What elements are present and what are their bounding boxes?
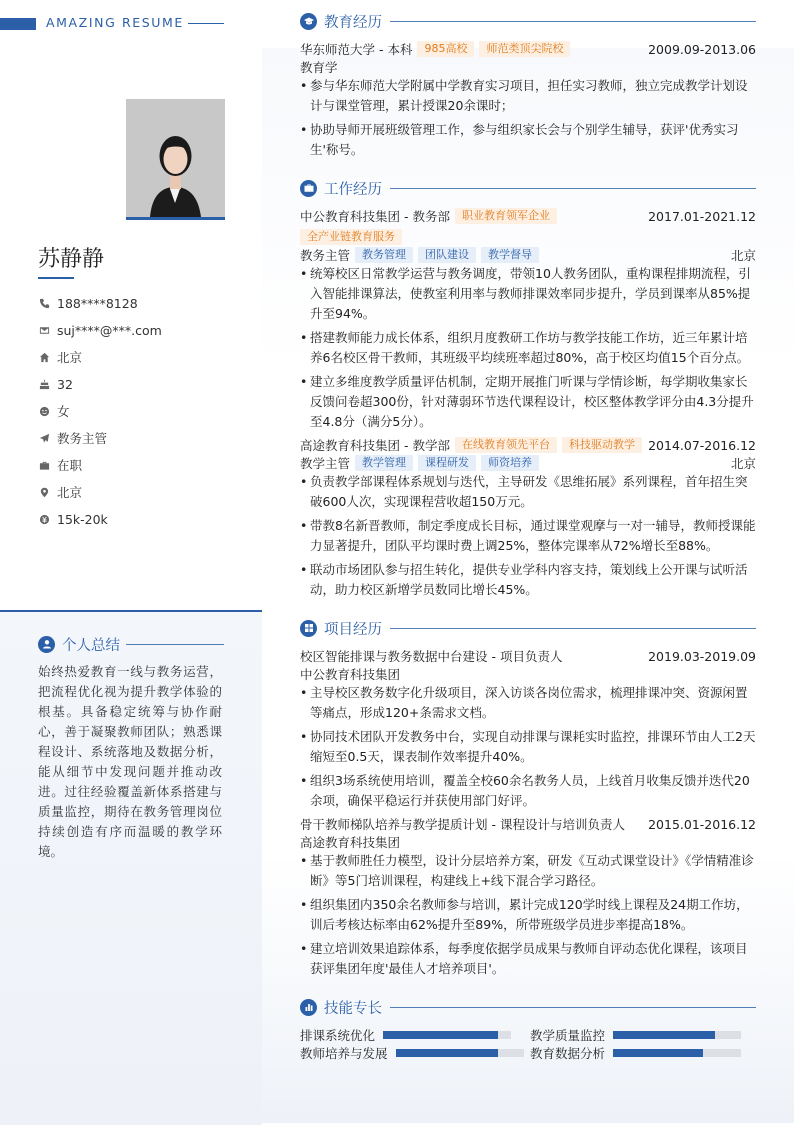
job-company: 中公教育科技集团 - 教务部 [300,209,450,224]
job-date: 2014.07-2016.12 [648,437,756,453]
job-company-row [300,207,756,225]
mail-icon [38,324,50,336]
major: 教育学 [300,60,338,75]
role-tag: 教学管理 [355,455,413,471]
work-header [300,177,756,199]
project-bullet: • 协同技术团队开发教务中台，实现自动排课与课耗实时监控，排课环节由人工2天缩短至0.5天，课表制作效率提升40%。 [300,727,756,767]
job-bullet: • 负责教学部课程体系规划与迭代，主导研发《思维拓展》系列课程，首年招生突破600人次，实现课程营收超150万元。 [300,472,756,512]
graduation-cap-icon [300,13,317,30]
education-date: 2009.09-2013.06 [648,41,756,57]
skill-item [530,1026,741,1044]
project-bullet: • 组织3场系统使用培训，覆盖全校60余名教务人员，上线首月收集反馈并迭代20余项，确保平稳运行并获使用部门好评。 [300,771,756,811]
bar-chart-icon [300,999,317,1016]
skill-name: 教育数据分析 [530,1046,606,1061]
section-divider [390,628,756,629]
skill-name: 教学质量监控 [530,1028,606,1043]
role-tag: 团队建设 [418,247,476,263]
role-tag: 师资培养 [481,455,539,471]
skill-item [300,1026,511,1044]
skills-header [300,996,756,1018]
info-city [38,483,82,501]
cake-icon [38,378,50,390]
info-position [38,429,107,447]
role-tag: 课程研发 [418,455,476,471]
info-age-text: 32 [57,376,73,392]
grid-icon [300,620,317,637]
info-status [38,456,82,474]
skill-item [300,1044,524,1062]
project-name-row [300,647,756,665]
role-tag: 教务管理 [355,247,413,263]
project-org: 中公教育科技集团 [300,667,401,682]
role-tag: 教学督导 [481,247,539,263]
skills-title: 技能专长 [324,1000,382,1017]
section-divider [390,21,756,22]
job-bullet: • 搭建教师能力成长体系，组织月度教研工作坊与教学技能工作坊，近三年累计培养6名校区骨干教师，其班级平均续班率超过80%，高于校区均值15个百分点。 [300,328,756,368]
skill-bar [613,1031,741,1039]
project-name: 骨干教师梯队培养与教学提质计划 - 课程设计与培训负责人 [300,817,625,832]
company-tag: 职业教育领军企业 [455,208,557,224]
project-bullet: • 组织集团内350余名教师参与培训，累计完成120学时线上课程及24期工作坊，训后考核达标率由62%提升至89%，所带班级学员进步率提高18%。 [300,895,756,935]
company-tag: 全产业链教育服务 [300,229,402,245]
project-name: 校区智能排课与教务数据中台建设 - 项目负责人 [300,649,563,664]
info-phone-text: 188****8128 [57,295,138,311]
job-company: 高途教育科技集团 - 教学部 [300,438,450,453]
gender-icon [38,405,50,417]
skill-bar-fill [613,1031,715,1039]
company-tag: 在线教育领先平台 [455,437,557,453]
info-position-text: 教务主管 [57,431,108,446]
project-bullet: • 主导校区教务数字化升级项目，深入访谈各岗位需求，梳理排课冲突、资源闲置等痛点，形成120+条需求文档。 [300,683,756,723]
projects-header [300,617,756,639]
skill-name: 教师培养与发展 [300,1046,388,1061]
brand-accent-bar [0,18,36,30]
section-divider [390,1007,756,1008]
info-gender-text: 女 [57,404,70,419]
info-salary [38,510,108,528]
education-title: 教育经历 [324,14,382,31]
info-salary-text: 15k-20k [57,511,108,527]
education-bullet: • 参与华东师范大学附属中学教育实习项目，担任实习教师，独立完成教学计划设计与课堂管理，累计授课20余课时； [300,76,756,116]
info-age [38,375,73,393]
job-bullet: • 带教8名新晋教师，制定季度成长目标，通过课堂观摩与一对一辅导，教师授课能力显著提升，团队平均课时费上调25%，整体完课率从72%增长至88%。 [300,516,756,556]
info-city-text: 北京 [57,485,83,500]
school-name: 华东师范大学 - 本科 [300,42,413,57]
portrait-illustration [126,99,225,217]
profile-photo [126,99,225,220]
job-bullet: • 联动市场团队参与招生转化，提供专业学科内容支持，策划线上公开课与试听活动，助力校区新增学员数同比增长45%。 [300,560,756,600]
skill-bar [396,1049,524,1057]
job-bullet: • 统筹校区日常教学运营与教务调度，带领10人教务团队，重构课程排期流程，引入智能排课算法，使教室利用率与教师排课效率同步提升，学员到课率从85%提升至94%。 [300,264,756,324]
salary-icon [38,513,50,525]
phone-icon [38,297,50,309]
section-divider [390,188,756,189]
skill-bar-fill [613,1049,703,1057]
info-hometown-text: 北京 [57,350,83,365]
project-org-row [300,665,756,683]
job-role-row [300,454,756,472]
job-company-tag-row [300,228,756,246]
project-org: 高途教育科技集团 [300,835,401,850]
skill-bar-fill [396,1049,498,1057]
info-hometown [38,348,82,366]
location-pin-icon [38,486,50,498]
info-email [38,321,162,339]
job-bullet: • 建立多维度教学质量评估机制，定期开展推门听课与学情诊断，每学期收集家长反馈问卷超300份，针对薄弱环节迭代课程设计，校区整体教学评分由4.3分提升至4.8分（满分5分）。 [300,372,756,432]
briefcase-icon [300,180,317,197]
work-title: 工作经历 [324,181,382,198]
person-name: 苏静静 [38,247,105,272]
user-icon [38,636,55,653]
skill-bar [613,1049,741,1057]
brand-title: AMAZING RESUME [46,15,184,30]
education-header [300,10,756,32]
skill-bar-fill [383,1031,498,1039]
job-city: 北京 [730,456,756,471]
summary-header [38,634,224,654]
home-icon [38,351,50,363]
info-gender [38,402,70,420]
project-name-row [300,815,756,833]
project-date: 2019.03-2019.09 [648,648,756,664]
job-role: 教务主管 [300,248,351,263]
project-date: 2015.01-2016.12 [648,816,756,832]
job-role-row [300,246,756,264]
info-email-text: suj****@***.com [57,322,162,338]
name-underline [38,277,74,279]
skill-name: 排课系统优化 [300,1028,376,1043]
project-bullet: • 建立培训效果追踪体系，每季度依据学员成果与教师自评动态优化课程，该项目获评集团年度'最佳人才培养项目'。 [300,939,756,979]
school-tag: 师范类顶尖院校 [479,41,570,57]
skill-bar [383,1031,511,1039]
briefcase-icon [38,459,50,471]
project-bullet: • 基于教师胜任力模型，设计分层培养方案，研发《互动式课堂设计》《学情精准诊断》等5门培训课程，构建线上+线下混合学习路径。 [300,851,756,891]
info-phone [38,294,138,312]
job-company-row [300,436,756,454]
skill-item [530,1044,741,1062]
summary-text: 始终热爱教育一线与教务运营，把流程优化视为提升教学体验的根基。具备稳定统筹与协作耐心，善于凝聚教师团队；熟悉课程设计、系统落地及数据分析，能从细节中发现问题并推动改进。过往经验覆盖新体系搭建与质量监控，期待在教务管理岗位持续创造有序而温暖的教学环境。 [38,664,222,859]
company-tag: 科技驱动教学 [562,437,642,453]
brand-line [188,23,224,24]
section-divider [126,644,224,645]
info-status-text: 在职 [57,458,83,473]
job-city: 北京 [730,248,756,263]
school-tag: 985高校 [417,41,474,57]
education-bullet: • 协助导师开展班级管理工作，参与组织家长会与个别学生辅导，获评'优秀实习生'称号。 [300,120,756,160]
plane-icon [38,432,50,444]
education-school-row [300,40,756,58]
job-date: 2017.01-2021.12 [648,208,756,224]
education-major-row [300,58,756,76]
job-role: 教学主管 [300,456,351,471]
projects-title: 项目经历 [324,621,382,638]
summary-title: 个人总结 [62,637,120,654]
project-org-row [300,833,756,851]
